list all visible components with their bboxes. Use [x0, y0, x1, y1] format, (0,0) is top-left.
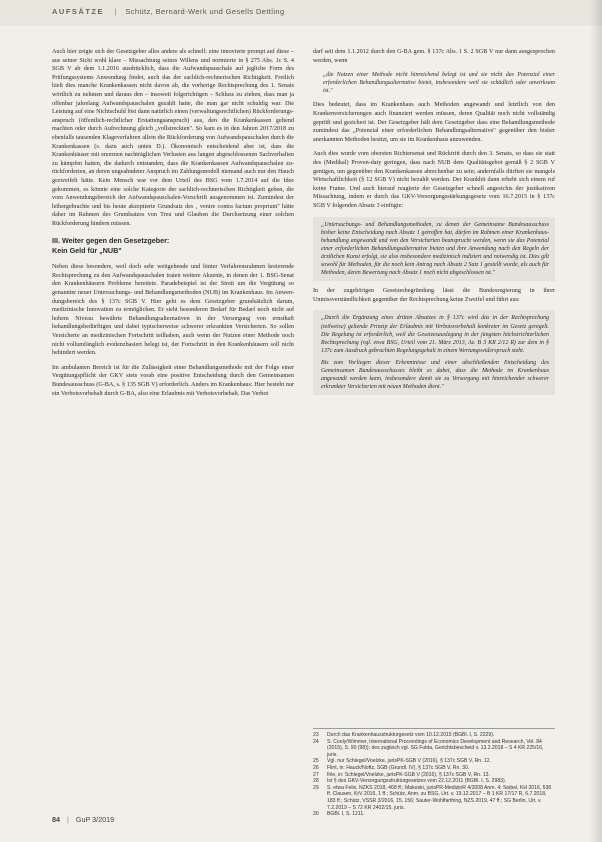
footnote — [313, 772, 555, 779]
footnote — [313, 811, 555, 818]
footnote-number: 28 — [313, 778, 319, 785]
footnote-number: 26 — [313, 764, 319, 771]
page-edge-shadow — [590, 0, 602, 842]
footnote-number: 29 — [313, 784, 319, 791]
page-footer — [52, 815, 114, 824]
section-heading — [52, 236, 294, 255]
footnote-number: 24 — [313, 738, 319, 745]
header-text — [52, 7, 285, 16]
header-separator: | — [114, 7, 117, 16]
section-heading-line1: III. Weiter gegen den Gesetzgeber: — [52, 236, 170, 246]
footnote — [313, 765, 555, 772]
header-authors: Schütz, Bernard-Werk und Gesells Dettling — [125, 7, 285, 16]
footnote-number: 25 — [313, 758, 319, 765]
footnote-number: 23 — [313, 732, 319, 738]
footnote-text: Ihle, in: Schlegel/Voelzke, jurisPK-SGB V (2016), § 137c SGB V, Rn. 13. — [327, 771, 490, 778]
running-header — [0, 0, 602, 26]
body-paragraph: Im ambulanten Bereich ist für die Zulässigkeit einer Behandlungsmethode mit der Folge einer Vergütungspflicht der GKV stets vorab eine positive Entscheidung durch den Gemeinsamen Bundesausschuss (G-BA, s. § 135 SGB V) erforderlich. Anders im Krankenhaus: Hier besteht nur ein Verbotsvorbehalt durch G-BA, also eine Erlaubnis mit Verbotsvorbehalt. Das Verbot — [52, 364, 294, 397]
quote-paragraph: Bis zum Vorliegen dieser Erkenntnisse und einer abschließenden Entscheidung des Gemeinsamen Bundesausschusses bleibt es dabei, dass die Methode im Krankenhaus angewandt werden kann, insbesondere damit sie zu Versorgung mit hinreichender schwerer erkrankter Versicherten mit neuen Methoden dient." — [321, 359, 549, 391]
footnote — [313, 732, 555, 739]
legislative-quote-box — [313, 310, 555, 395]
footer-separator: | — [67, 815, 69, 824]
footnote-text: Vgl. nur Schlegel/Voelzke, jurisPK-SGB V (2016), § 137c SGB V, Rn. 12. — [327, 758, 492, 765]
page-number: 84 — [52, 815, 60, 824]
footnote-text: Ist § des GKV-Versorgungsstrukturgesetzes vom 22.12.2011 (BGBl. I, S. 2983). — [327, 778, 507, 785]
footnote — [313, 785, 555, 811]
body-paragraph: darf seit dem 1.1.2012 durch den G-BA gem. § 137c Abs. 1 S. 2 SGB V nur dann ausgesprochen werden, wenn — [313, 49, 555, 64]
footnote-text: Flint, in: Hauck/Noftz, SGB (Grundl. IV), § 137c SGB V, Rn. 30. — [327, 764, 470, 771]
quote-paragraph: „Durch die Ergänzung eines dritten Absatzes in § 137c wird das in der Rechtsprechung (teilweise) geltende Prinzip der Erlaubnis mit Verbotsvorbehalt konkreter im Gesetz geregelt. Die Regelung ist erforderlich, weil die Gesetzesauslegung in der jüngsten höchstrichterlichen Rechtsprechung (vgl. etwa BSG, Urteil vom 21. März 2013, Az. B 3 KR 2/12 R) zur dem in § 137c zum Ausdruck gebrachten Regelungsgehalt in einem Wertungswiderspruch steht. — [321, 315, 549, 354]
footnote-text: S. Cooly/Wimmer, International Proceedings of Economics Development and Research, Vol. 84 (2015), S. 90 (98)); des zugleich vgl. SG Fulda, Gerichtsbescheid v. 13.2.2018 – S 4 KR 225/16, juris. — [327, 738, 544, 758]
statute-quote-box: „Untersuchungs- und Behandlungsmethoden, zu denen der Gemeinsame Bundesausschuss bisher keine Entscheidung nach Absatz 1 getroffen hat, dürfen im Rahmen einer Krankenhausbehandlung angewandt und von den Versicherten beansprucht werden, wenn sie das Potenzial einer erforderlichen Behandlungsalternative bieten und ihre Anwendung nach den Regeln der ärztlichen Kunst erfolgt, sie also insbesondere medizinisch indiziert und notwendig ist. Dies gilt sowohl für Methoden, für die noch kein Antrag nach Absatz 2 Satz 1 gestellt wurde, als auch für Methoden, deren Bewertung nach Absatz 1 noch nicht abgeschlossen ist." — [313, 217, 555, 282]
footnote — [313, 739, 555, 759]
footnote — [313, 778, 555, 785]
footnote — [313, 758, 555, 765]
footnote-number: 30 — [313, 811, 319, 818]
left-column — [52, 48, 294, 404]
footnote-number: 27 — [313, 771, 319, 778]
footnote-text: Durch das Krankenhausstrukturgesetz vom 10.12.2015 (BGBl. I, S. 2229). — [327, 732, 495, 738]
block-quote: „die Nutzen einer Methode nicht hinreichend belegt ist und sie nicht das Potenzial einer erforderlichen Behandlungsalternative bietet, insbesondere weil sie schädlich oder unwirksam ist." — [323, 72, 555, 95]
section-heading-line2: Kein Geld für „NUB" — [52, 245, 122, 255]
body-paragraph: In der zugehörigen Gesetzesbegründung lässt die Bundesregierung in ihrer Unmissverständlichkeit gegenüber der Rechtsprechung keine Zweifel und führt aus: — [313, 288, 555, 303]
footnote-text: BGBl. I, S. 1211. — [327, 811, 365, 818]
footnotes — [313, 728, 555, 818]
right-column — [313, 48, 555, 401]
footnote-text: S. etwa Felix, NZKS 2018, 468 ff.; Makoski, jurisPR-MedizinR 4/2008 Anm. 4; Seibel, KH 2016, 538 ff. Clausen, KrV 2016, 1 ff.; Schütz, Anm. zu BSG, Urt. v. 19.12.2017 – B 1 KR 17/17 R, 6.7.2018, 183 ff.; Schütz, VSSR 3/2016, 15, 156; Sauter-Wohlfarthing, NZS 2019, 47 ff.; SG Berlin, Urt. v. 7.2.2019 – S 72 KR 2402/15, juris. — [327, 784, 552, 811]
journal-issue: GuP 3/2019 — [75, 815, 115, 824]
body-paragraph: Neben diese besondere, weil doch sehr weitgehende und hinter Verfahrensrahmen kreierende Rechtsprechung zu den Aufwandspauschalen traten weitere Akzente, in denen der 1. BSG-Senat den Krankenhäusern Probleme bereitete. Paradebeispiel ist der Streit um die Vergütung so genannter neuer Untersuchungs- und Behandlungsmethoden (NUB) im Krankenhaus. Im Anwendungsbereich des § 137c SGB V. Hier geht es dem Gesetzgeber grundsätzlich darum, medizinische Innovation zu ermöglichen. Er sieht besonderen Bedarf für Bedarf noch nicht auf hohem Niveau bewährte Behandlungsalternativen in der Versorgung von ernsthaft behandlungsbedürftigen und dabei typischerweise schwerer erkrankten Versicherten. So sollen Versicherte an medizinischen Fortschritt teilhaben, auch wenn der Nutzen einer Methode noch nicht vollumfänglich evidenzbasiert belegt ist, der Fortschritt in den Krankenhäusern soll nicht behindert werden. — [52, 264, 294, 357]
body-paragraph: Dies bedeutet, dass im Krankenhaus auch Methoden angewandt und letztlich von den Krankenversicherungen auch finanziert werden müssen, deren Qualität noch nicht vollständig geprüft und gesichert ist. Der Gesetzgeber hält dem Gesetzgeber dass eine Behandlungsmethode zumindest das „Potenzial einer erforderlichen Behandlungsalternative" gegenüber den bisher anerkannten Methoden besitzt, um sie im Krankenhaus anzuwenden. — [313, 102, 555, 143]
header-section: AUFSÄTZE — [52, 7, 104, 16]
body-paragraph: Auch dies wurde vom obersten Richtersenat und Rücktritt durch den 3. Senats, so dass sie statt des (Medikal) Proven-daty geringen, dass nach NUB dem Qualitätsgebot gemäß § 2 SGB V genügen, um gegenüber den Krankenkassen abrechenbar zu sein; andernfalls dürften sie mangels Wirtschaftlichkeit (§ 12 SGB V) nicht bezahlt werden. Der Krankhit dann erhebt sich einem ruf keine Frame. Und auch hierauf reagierte der Gesetzgeber schnell angesichts der justikativen Missachtung, indem er durch das GKV-Versorgungsstärkungsgesetz vom 16.7.2015 in § 137c SGB V folgenden Absatz 3 einfügte: — [313, 151, 555, 209]
body-paragraph: Auch hier zeigte sich der Gesetzgeber alles andere als schnell: eine innovierte prompt auf diese – aus seiner Sicht wohl klare – Missachtung seines Willens und normierte in § 275 Abs. 1c S. 4 SGB V ab dem 1.1.2016 ausdrücklich, dass die Aufwandspauschale auf jegliche Form des Prüfungssystems Anwendung findet, auch das der sachlich-rechnerischen Richtigkeit. Freilich hielt dies manche Krankenkassen nicht davon ab, die vorherige Rechtsprechung des 1. Senats wörtlich zu nehmen und daraus den – insoweit folgerichtigen – Schluss zu ziehen, dass man ja offenbar jahrelang Aufwandspauschalen gezahlt hatte, die man gar nicht schuldig war. Die Leistung auf eine Nichtschuld löst dann natürlich einen (verwaltungsrechtlichen) Rückforderungsanspruch (öffentlich-rechtlicher Erstattungsanspruch) aus, den die Krankenkassen geltend machten oder durch Aufrechnung gleich „vollstreckten". So kam es in den Jahren 2017/2018 zu ebenfalls tausenden Klageverfahren allein die Rückforderung von Aufwandspauschalen durch die Krankenkassen (s. dazu auch unten D.). Ökonomisch entscheidend aber ist, dass die Krankenhäuser mit enormen nachträglichen Verlusten aus langen abgeschlossenen Sachverhalten zu kämpfen hatten, die dadurch entstanden, dass die Krankenkassen Aufwandspauschalen zurückforderten, an deren ungeahndeter Anspruch im Zahlungsmodell niemand auch nur den Hauch gezweifelt hätte. Kein Mensch war vor dem Urteil des BSG vom 1.7.2014 auf die Idee gekommen, es könnte eine solche Kategorie der sachlich-rechnerischen Richtigkeit geben, die vom Anwendungsbereich der Aufwandspauschalen-Vorschrift ausgenommen ist. Zumindest der höhergebrachte und bis heute akzeptierte Grundsatz des ‚ venire contra factum proprium" hätte daher im Rahmen des Grundsatzes von Treu und Glauben die Durchsetzung einer solchen Rückforderung hindern müssen. — [52, 49, 294, 227]
